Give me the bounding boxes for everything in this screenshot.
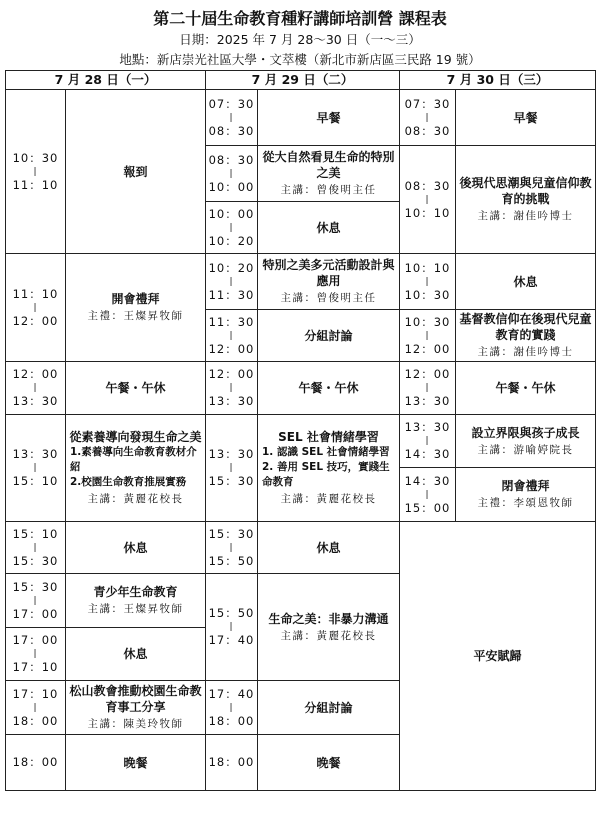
session-cell <box>456 415 596 468</box>
session-title: 報到 <box>123 164 148 179</box>
session-speaker: 主講：謝佳吟博士 <box>477 346 574 358</box>
session-title: 分組討論 <box>304 700 353 715</box>
session-cell <box>258 415 400 522</box>
session-title: 生命之美：非暴力溝通 <box>268 611 389 626</box>
time-cell: 17：10 | 18：00 <box>6 681 66 735</box>
time-cell: 07：30 | 08：30 <box>400 90 456 146</box>
session-cell <box>258 90 400 146</box>
session-title: 早餐 <box>316 110 341 125</box>
time-cell: 15：30 | 17：00 <box>6 574 66 628</box>
session-speaker: 主講：謝佳吟博士 <box>477 210 574 222</box>
session-cell <box>456 310 596 362</box>
session-title: 休息 <box>316 540 341 555</box>
session-title: 開會禮拜 <box>111 292 160 306</box>
session-title: 後現代思潮與兒童信仰教育的挑戰 <box>459 176 592 206</box>
session-speaker: 主講：曾俊明主任 <box>280 184 377 196</box>
day-header-2: 7 月 29 日（二） <box>206 71 400 90</box>
time-cell: 17：00 | 17：10 <box>6 628 66 681</box>
session-title: 晚餐 <box>316 755 341 770</box>
session-title: 基督教信仰在後現代兒童教育的實踐 <box>459 312 592 342</box>
session-cell <box>66 90 206 254</box>
session-cell <box>456 146 596 254</box>
time-cell: 18：00 <box>206 735 258 791</box>
session-cell <box>456 362 596 415</box>
session-title: 休息 <box>513 274 538 289</box>
session-title: 午餐・午休 <box>298 381 359 395</box>
session-speaker: 主講：黃麗花校長 <box>87 493 184 505</box>
event-location: 地點：新店崇光社區大學・文萃樓（新北市新店區三民路 19 號） <box>119 52 481 67</box>
session-title: 平安賦歸 <box>473 649 522 663</box>
session-cell <box>66 362 206 415</box>
session-title: 晚餐 <box>123 755 148 770</box>
time-cell: 15：50 | 17：40 <box>206 574 258 681</box>
session-cell <box>258 522 400 574</box>
session-cell <box>66 254 206 362</box>
time-cell: 10：30 | 12：00 <box>400 310 456 362</box>
day-header-3: 7 月 30 日（三） <box>400 71 596 90</box>
time-cell: 10：30 | 11：10 <box>6 90 66 254</box>
time-cell: 07：30 | 08：30 <box>206 90 258 146</box>
session-items: 1.素養導向生命教育教材介紹 2.校園生命教育推展實務 <box>70 446 197 488</box>
session-cell <box>66 574 206 628</box>
farewell-cell <box>400 522 596 791</box>
session-title: 從素養導向發現生命之美 <box>69 430 202 444</box>
session-title: 休息 <box>316 220 341 235</box>
time-cell: 13：30 | 15：10 <box>6 415 66 522</box>
schedule-table <box>5 70 596 791</box>
time-cell: 13：30 | 15：30 <box>206 415 258 522</box>
session-speaker: 主禮：李頌恩牧師 <box>477 497 574 509</box>
time-cell: 15：30 | 15：50 <box>206 522 258 574</box>
time-cell: 12：00 | 13：30 <box>206 362 258 415</box>
session-cell <box>456 468 596 522</box>
session-cell <box>258 735 400 791</box>
session-cell <box>258 574 400 681</box>
time-cell: 13：30 | 14：30 <box>400 415 456 468</box>
session-speaker: 主講：陳美玲牧師 <box>87 718 184 730</box>
session-cell <box>66 735 206 791</box>
session-title: 設立界限與孩子成長 <box>471 425 580 440</box>
session-speaker: 主禮：王燦昇牧師 <box>87 310 184 322</box>
session-speaker: 主講：黃麗花校長 <box>280 629 377 642</box>
session-cell <box>66 628 206 681</box>
session-title: 從大自然看見生命的特別之美 <box>262 150 395 180</box>
session-cell <box>258 310 400 362</box>
time-cell: 18：00 <box>6 735 66 791</box>
session-title: 午餐・午休 <box>105 381 166 395</box>
session-cell <box>258 146 400 202</box>
day-header-1: 7 月 28 日（一） <box>6 71 206 90</box>
session-title: 閉會禮拜 <box>501 479 550 493</box>
session-title: SEL 社會情緒學習 <box>278 430 379 444</box>
session-cell <box>456 90 596 146</box>
time-cell: 17：40 | 18：00 <box>206 681 258 735</box>
session-cell <box>258 202 400 254</box>
time-cell: 11：10 | 12：00 <box>6 254 66 362</box>
time-cell: 11：30 | 12：00 <box>206 310 258 362</box>
session-title: 松山教會推動校園生命教育事工分享 <box>69 684 202 714</box>
event-dates: 日期：2025 年 7 月 28～30 日（一～三） <box>179 32 421 47</box>
schedule-header <box>0 0 600 70</box>
day-header-row <box>6 71 596 90</box>
time-cell: 15：10 | 15：30 <box>6 522 66 574</box>
session-cell <box>258 362 400 415</box>
time-cell: 10：20 | 11：30 <box>206 254 258 310</box>
time-cell: 12：00 | 13：30 <box>400 362 456 415</box>
session-title: 休息 <box>123 540 148 555</box>
session-cell <box>456 254 596 310</box>
session-title: 早餐 <box>513 110 538 125</box>
session-cell <box>66 681 206 735</box>
session-cell <box>66 522 206 574</box>
session-title: 休息 <box>123 647 148 661</box>
time-cell: 08：30 | 10：10 <box>400 146 456 254</box>
time-cell: 14：30 | 15：00 <box>400 468 456 522</box>
session-speaker: 主講：黃麗花校長 <box>280 493 377 505</box>
session-cell <box>258 254 400 310</box>
session-speaker: 主講：曾俊明主任 <box>280 292 377 304</box>
session-title: 午餐・午休 <box>495 381 556 395</box>
session-cell <box>258 681 400 735</box>
session-cell <box>66 415 206 522</box>
time-cell: 10：10 | 10：30 <box>400 254 456 310</box>
time-cell: 08：30 | 10：00 <box>206 146 258 202</box>
session-title: 青少年生命教育 <box>93 585 178 599</box>
session-speaker: 主講：游喻婷院長 <box>477 443 574 456</box>
session-items: 1. 認識 SEL 社會情緒學習 2. 善用 SEL 技巧，實踐生命教育 <box>262 446 390 488</box>
session-speaker: 主講：王燦昇牧師 <box>87 603 184 615</box>
page-title: 第二十屆生命教育種籽講師培訓營 課程表 <box>153 9 447 28</box>
session-title: 分組討論 <box>304 328 353 343</box>
time-cell: 12：00 | 13：30 <box>6 362 66 415</box>
time-cell: 10：00 | 10：20 <box>206 202 258 254</box>
session-title: 特別之美多元活動設計與應用 <box>262 258 395 288</box>
